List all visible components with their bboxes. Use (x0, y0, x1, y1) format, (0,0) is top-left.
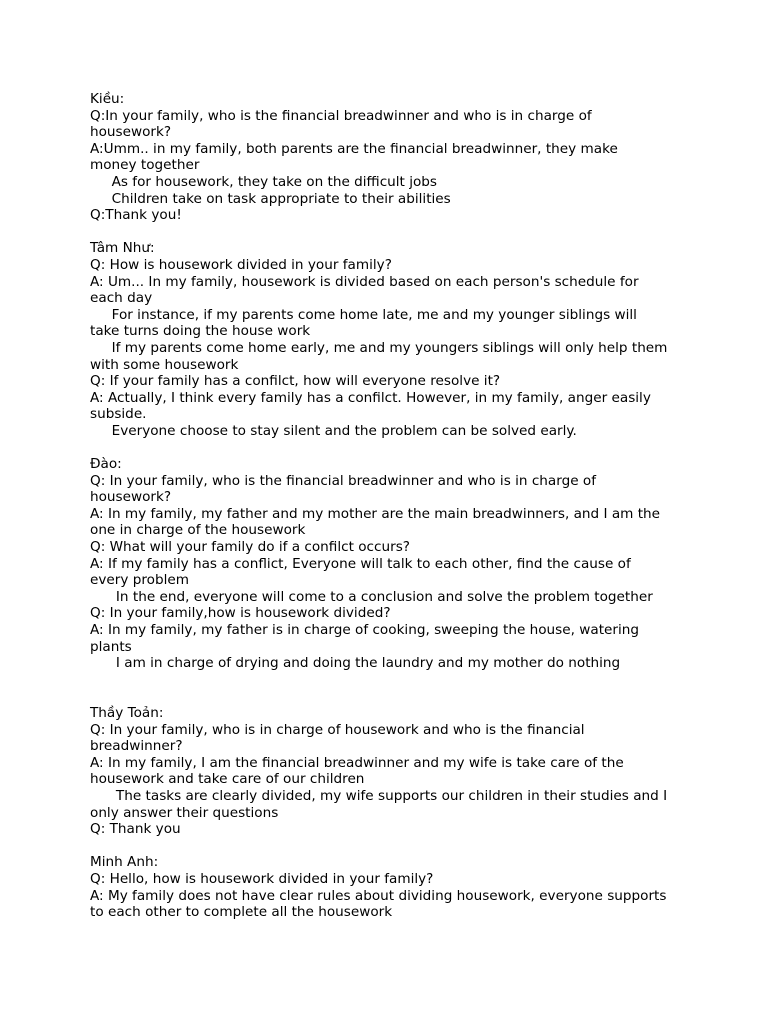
text-line: Q:In your family, who is the financial breadwinner and who is in charge of (90, 107, 592, 124)
text-line: A: In my family, I am the financial breadwinner and my wife is take care of the (90, 754, 624, 771)
section-spacer (90, 224, 690, 241)
text-line: Children take on task appropriate to their abilities (90, 190, 451, 207)
text-line: A: My family does not have clear rules about dividing housework, everyone supports (90, 887, 667, 904)
text-line: housework and take care of our children (90, 771, 365, 788)
text-line: take turns doing the house work (90, 323, 311, 340)
text-line: breadwinner? (90, 738, 183, 755)
text-line: plants (90, 638, 132, 655)
speaker-name: Thầy Toản: (90, 704, 164, 721)
text-line: housework? (90, 489, 172, 506)
section-spacer (90, 838, 690, 855)
text-line: A: Actually, I think every family has a confilct. However, in my family, anger easily (90, 389, 651, 406)
text-line: A: In my family, my father and my mother are the main breadwinners, and I am the (90, 505, 661, 522)
text-line: subside. (90, 406, 147, 423)
section-kieu (90, 91, 690, 224)
text-line: Q: In your family, who is the financial breadwinner and who is in charge of (90, 472, 597, 489)
text-line: A: In my family, my father is in charge of cooking, sweeping the house, watering (90, 622, 640, 638)
text-line: A: If my family has a conflict, Everyone will talk to each other, find the cause of (90, 555, 631, 572)
section-dao (90, 456, 690, 672)
section-spacer (90, 439, 690, 456)
text-line: Q: How is housework divided in your family? (90, 256, 392, 273)
text-line: Q: In your family, who is in charge of housework and who is the financial (90, 721, 585, 738)
text-line: For instance, if my parents come home late, me and my younger siblings will (90, 306, 637, 323)
speaker-name: Minh Anh: (90, 854, 159, 871)
text-line: Q: Hello, how is housework divided in your family? (90, 870, 434, 887)
text-line: The tasks are clearly divided, my wife supports our children in their studies and I (90, 787, 668, 804)
text-line: A:Umm.. in my family, both parents are the financial breadwinner, they make (90, 140, 618, 157)
document-page (90, 91, 690, 921)
section-thay-toan (90, 705, 690, 838)
text-line: A: Um... In my family, housework is divided based on each person's schedule for (90, 273, 639, 290)
text-line: As for housework, they take on the difficult jobs (90, 173, 438, 190)
text-line: In the end, everyone will come to a conclusion and solve the problem together (90, 588, 653, 605)
text-line: to each other to complete all the housework (90, 904, 393, 921)
text-line: Q: In your family,how is housework divided? (90, 605, 391, 622)
text-line: housework? (90, 124, 172, 141)
text-line: Q: What will your family do if a confilct occurs? (90, 539, 411, 556)
speaker-name: Đào: (90, 456, 122, 473)
text-line: one in charge of the housework (90, 522, 306, 539)
text-line: Q: If your family has a confilct, how will everyone resolve it? (90, 373, 501, 390)
text-line: every problem (90, 572, 189, 589)
text-line: Everyone choose to stay silent and the problem can be solved early. (90, 422, 577, 439)
speaker-name: Tâm Như: (90, 240, 155, 257)
text-line: with some housework (90, 356, 239, 373)
section-minh-anh (90, 854, 690, 920)
text-line: I am in charge of drying and doing the laundry and my mother do nothing (90, 655, 621, 672)
text-line: money together (90, 157, 200, 174)
section-spacer (90, 672, 690, 705)
text-line: Q:Thank you! (90, 207, 182, 224)
text-line: each day (90, 290, 153, 307)
speaker-name: Kiều: (90, 91, 125, 107)
section-tam-nhu (90, 240, 690, 439)
text-line: only answer their questions (90, 804, 279, 821)
text-line: Q: Thank you (90, 821, 181, 838)
text-line: If my parents come home early, me and my youngers siblings will only help them (90, 339, 668, 356)
